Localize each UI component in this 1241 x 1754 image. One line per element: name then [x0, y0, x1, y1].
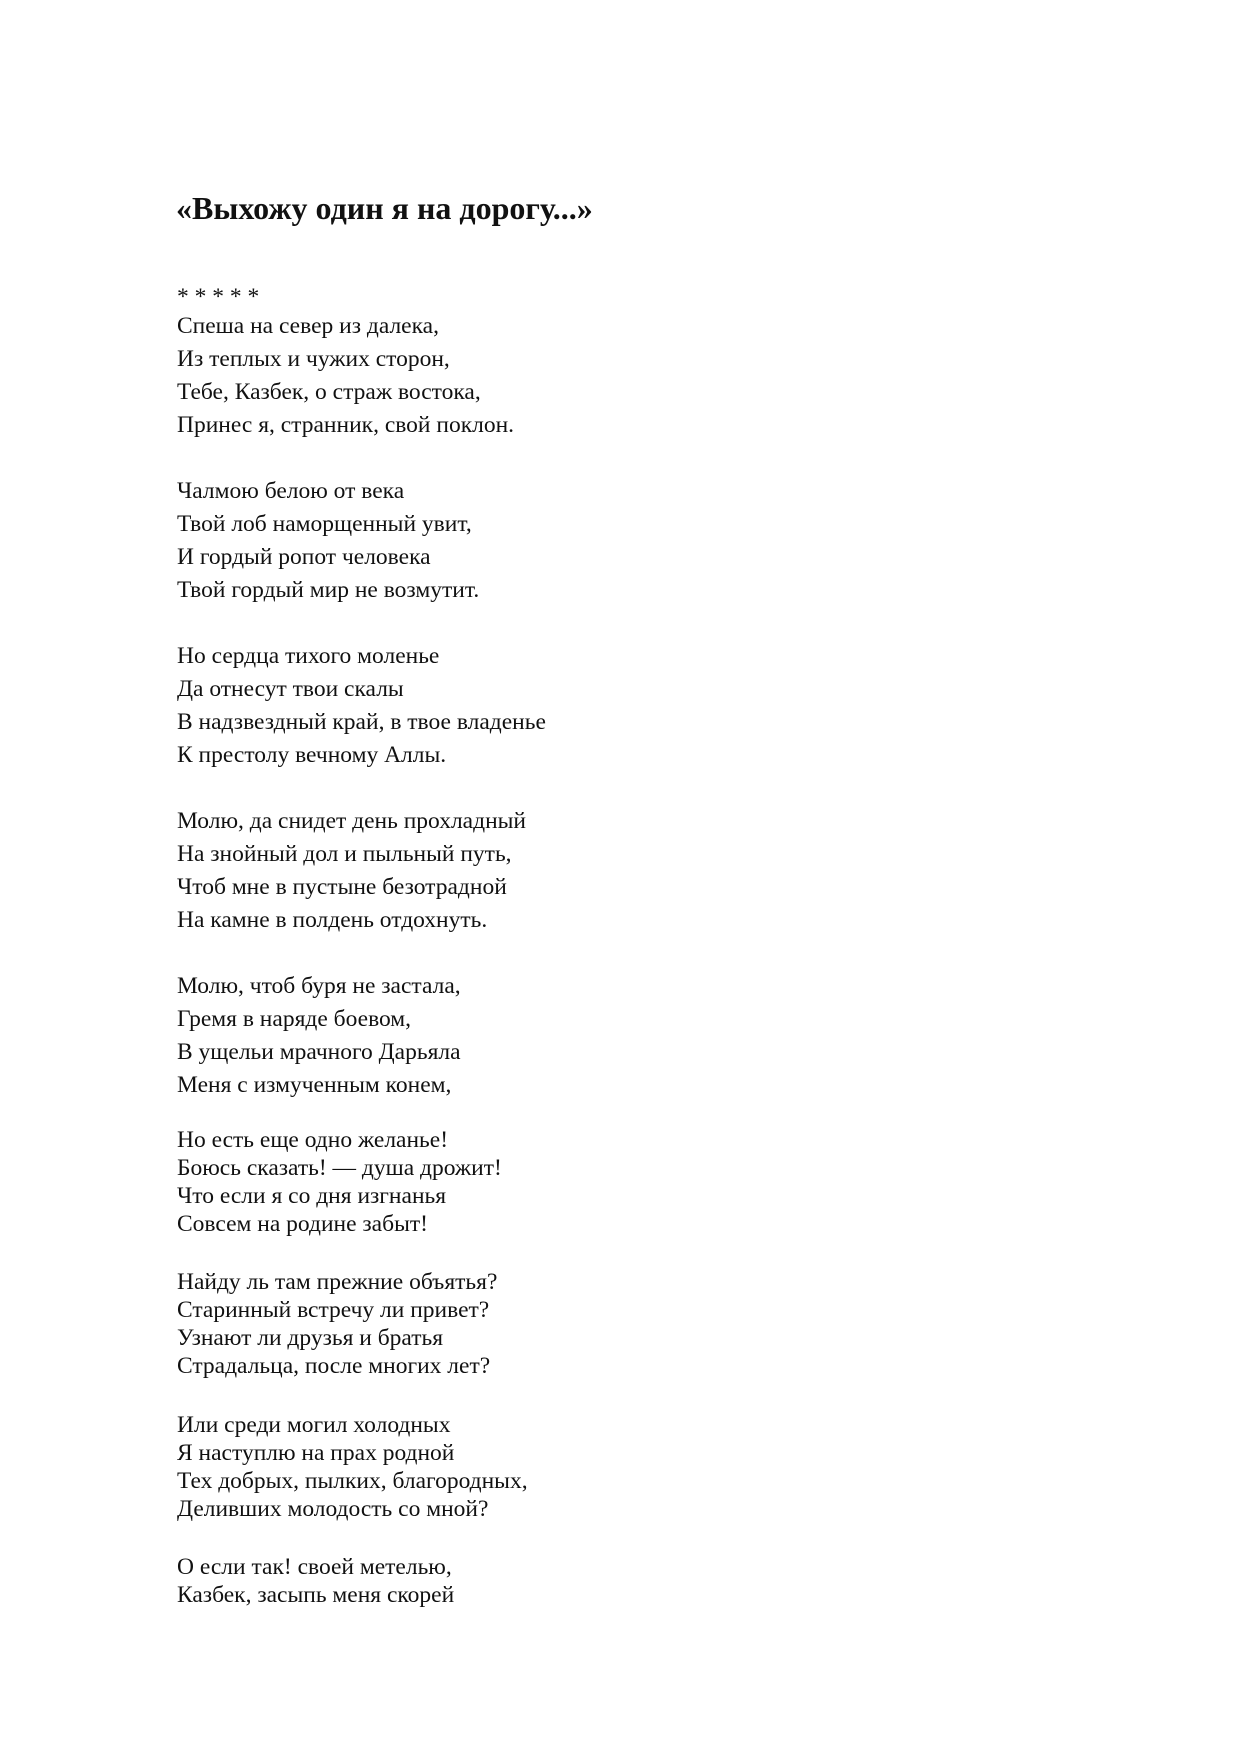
poem-line: Тех добрых, пылких, благородных,: [177, 1468, 528, 1494]
poem-line: Меня с измученным конем,: [177, 1072, 452, 1098]
poem-line: Гремя в наряде боевом,: [177, 1006, 412, 1032]
poem-line: В ущельи мрачного Дарьяла: [177, 1039, 461, 1065]
separator-asterisks: * * * * *: [177, 284, 260, 310]
poem-line: Да отнесут твои скалы: [177, 676, 404, 702]
poem-line: Найду ль там прежние объятья?: [177, 1269, 498, 1295]
poem-line: Или среди могил холодных: [177, 1412, 451, 1438]
poem-line: Но есть еще одно желанье!: [177, 1127, 449, 1153]
poem-line: Боюсь сказать! — душа дрожит!: [177, 1155, 502, 1181]
poem-line: Деливших молодость со мной?: [177, 1496, 489, 1522]
poem-line: К престолу вечному Аллы.: [177, 742, 447, 768]
poem-title: «Выхожу один я на дорогу...»: [176, 190, 593, 226]
poem-line: На знойный дол и пыльный путь,: [177, 841, 512, 867]
poem-line: Чтоб мне в пустыне безотрадной: [177, 874, 507, 900]
poem-line: Твой гордый мир не возмутит.: [177, 577, 480, 603]
poem-line: Казбек, засыпь меня скорей: [177, 1582, 455, 1608]
poem-line: О если так! своей метелью,: [177, 1554, 452, 1580]
poem-line: Что если я со дня изгнанья: [177, 1183, 447, 1209]
poem-line: Страдальца, после многих лет?: [177, 1353, 491, 1379]
poem-line: Совсем на родине забыт!: [177, 1211, 428, 1237]
poem-line: Молю, чтоб буря не застала,: [177, 973, 461, 999]
poem-line: Узнают ли друзья и братья: [177, 1325, 444, 1351]
poem-line: Тебе, Казбек, о страж востока,: [177, 379, 481, 405]
poem-line: Молю, да снидет день прохладный: [177, 808, 527, 834]
poem-line: На камне в полдень отдохнуть.: [177, 907, 488, 933]
poem-line: Старинный встречу ли привет?: [177, 1297, 490, 1323]
poem-line: И гордый ропот человека: [177, 544, 431, 570]
poem-line: Но сердца тихого моленье: [177, 643, 440, 669]
poem-line: Твой лоб наморщенный увит,: [177, 511, 472, 537]
poem-line: Чалмою белою от века: [177, 478, 405, 504]
poem-line: Спеша на север из далека,: [177, 313, 439, 339]
poem-line: Я наступлю на прах родной: [177, 1440, 455, 1466]
poem-line: В надзвездный край, в твое владенье: [177, 709, 546, 735]
poem-line: Из теплых и чужих сторон,: [177, 346, 450, 372]
poem-line: Принес я, странник, свой поклон.: [177, 412, 515, 438]
